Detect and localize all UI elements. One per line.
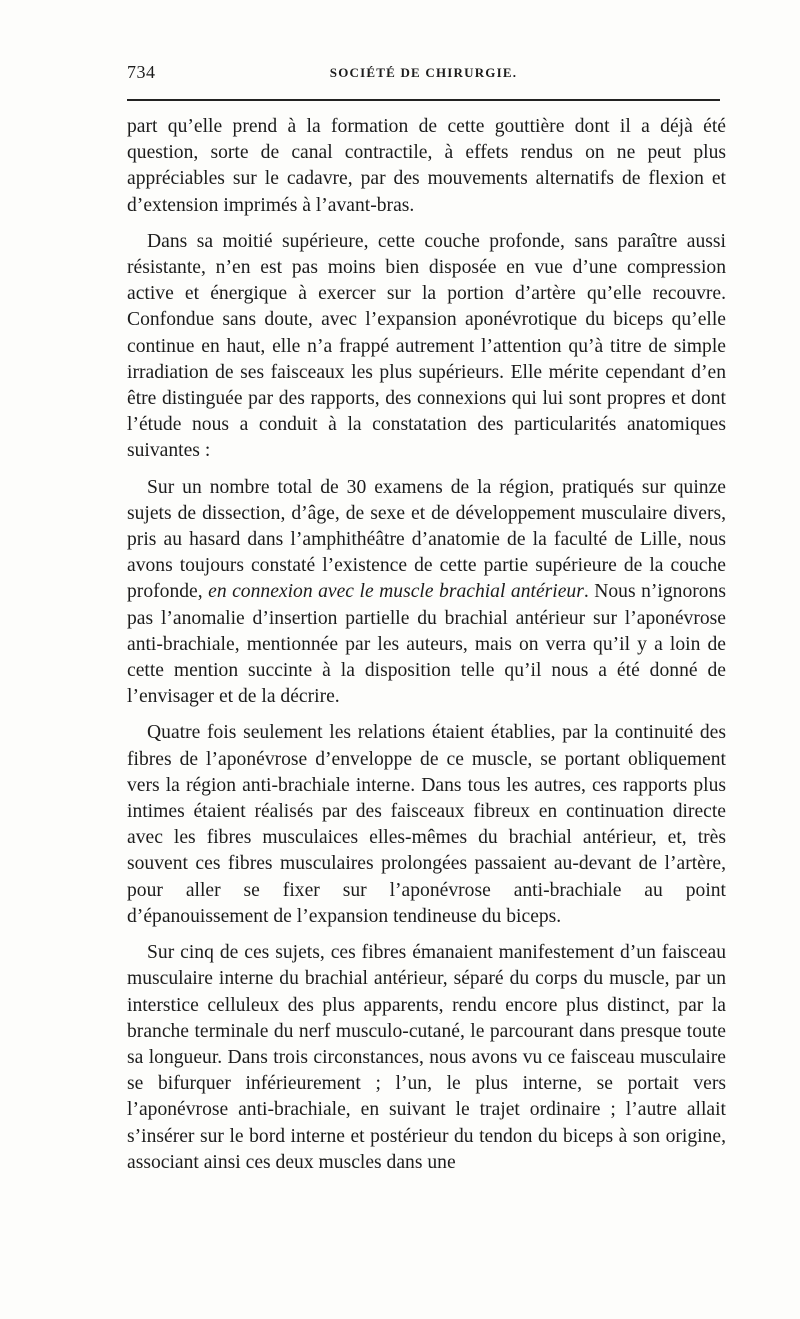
paragraph: Dans sa moitié supérieure, cette couche profonde, sans paraître aussi résistante, n’en est pas moins bien disposée en vue d’une compression active et énergique à exercer sur la portion d’artère qu’elle recouvre. Confondue sans doute, avec l’expansion aponévrotique du biceps qu’elle continue en haut, elle n’a frappé autrement l’attention qu’à titre de simple irradiation de ses faisceaux les plus supérieurs. Elle mérite cependant d’en être distinguée par des rapports, des connexions qui lui sont propres et dont l’étude nous a conduit à la constatation des particularités anatomiques suivantes :: [127, 230, 726, 462]
paragraph: part qu’elle prend à la formation de cette gouttière dont il a déjà été question, sorte de canal contractile, à effets rendus on ne peut plus appréciables sur le cadavre, par des mouvements alternatifs de flexion et d’extension imprimés à l’avant-bras.: [127, 116, 726, 216]
body-text: [127, 114, 726, 1186]
running-header: [127, 62, 720, 90]
paragraph: Quatre fois seulement les relations étaient établies, par la continuité des fibres de l’aponévrose d’enveloppe de ce muscle, se portant obliquement vers la région anti-brachiale interne. Dans tous les autres, ces rapports plus intimes étaient réalisés par des faisceaux fibreux en continuation directe avec les fibres musculaices elles-mêmes du brachial antérieur, et, très souvent ces fibres musculaires prolongées passaient au-devant de l’artère, pour aller se fixer sur l’aponévrose anti-brachiale au point d’épanouissement de l’expansion tendineuse du biceps.: [127, 722, 726, 927]
paragraph-text: . Nous n’ignorons pas l’anomalie d’insertion partielle du brachial antérieur sur l’aponévrose anti-brachiale, mentionnée par les auteurs, mais on verra qu’il y a loin de cette mention succinte à la disposition telle qu’il nous a été donné de l’envisager et de la décrire.: [127, 581, 726, 708]
italic-phrase: en connexion avec le muscle brachial antérieur: [208, 581, 584, 603]
header-rule: [127, 99, 720, 101]
paragraph: Sur cinq de ces sujets, ces fibres émanaient manifestement d’un faisceau musculaire interne du brachial antérieur, séparé du corps du muscle, par un interstice celluleux des plus apparents, rendu encore plus distinct, par la branche terminale du nerf musculo-cutané, le parcourant dans presque toute sa longueur. Dans trois circonstances, nous avons vu ce faisceau musculaire se bifurquer inférieurement ; l’un, le plus interne, se portait vers l’aponévrose anti-brachiale, en suivant le trajet ordinaire ; l’autre allait s’insérer sur le bord interne et postérieur du tendon du biceps à son origine, associant ainsi ces deux muscles dans une: [127, 942, 726, 1173]
journal-title: SOCIÉTÉ DE CHIRURGIE.: [329, 65, 518, 80]
page-number: 734: [127, 62, 156, 82]
paragraph: [127, 475, 726, 711]
paragraph-text: Sur un nombre total de 30 examens de la région, pratiqués sur quinze sujets de dissection, d’âge, de sexe et de développement musculaire divers, pris au hasard dans l’amphithéâtre d’anatomie de la faculté de Lille, nous avons toujours constaté l’existence de cette partie supérieure de la couche profonde,: [127, 476, 726, 603]
